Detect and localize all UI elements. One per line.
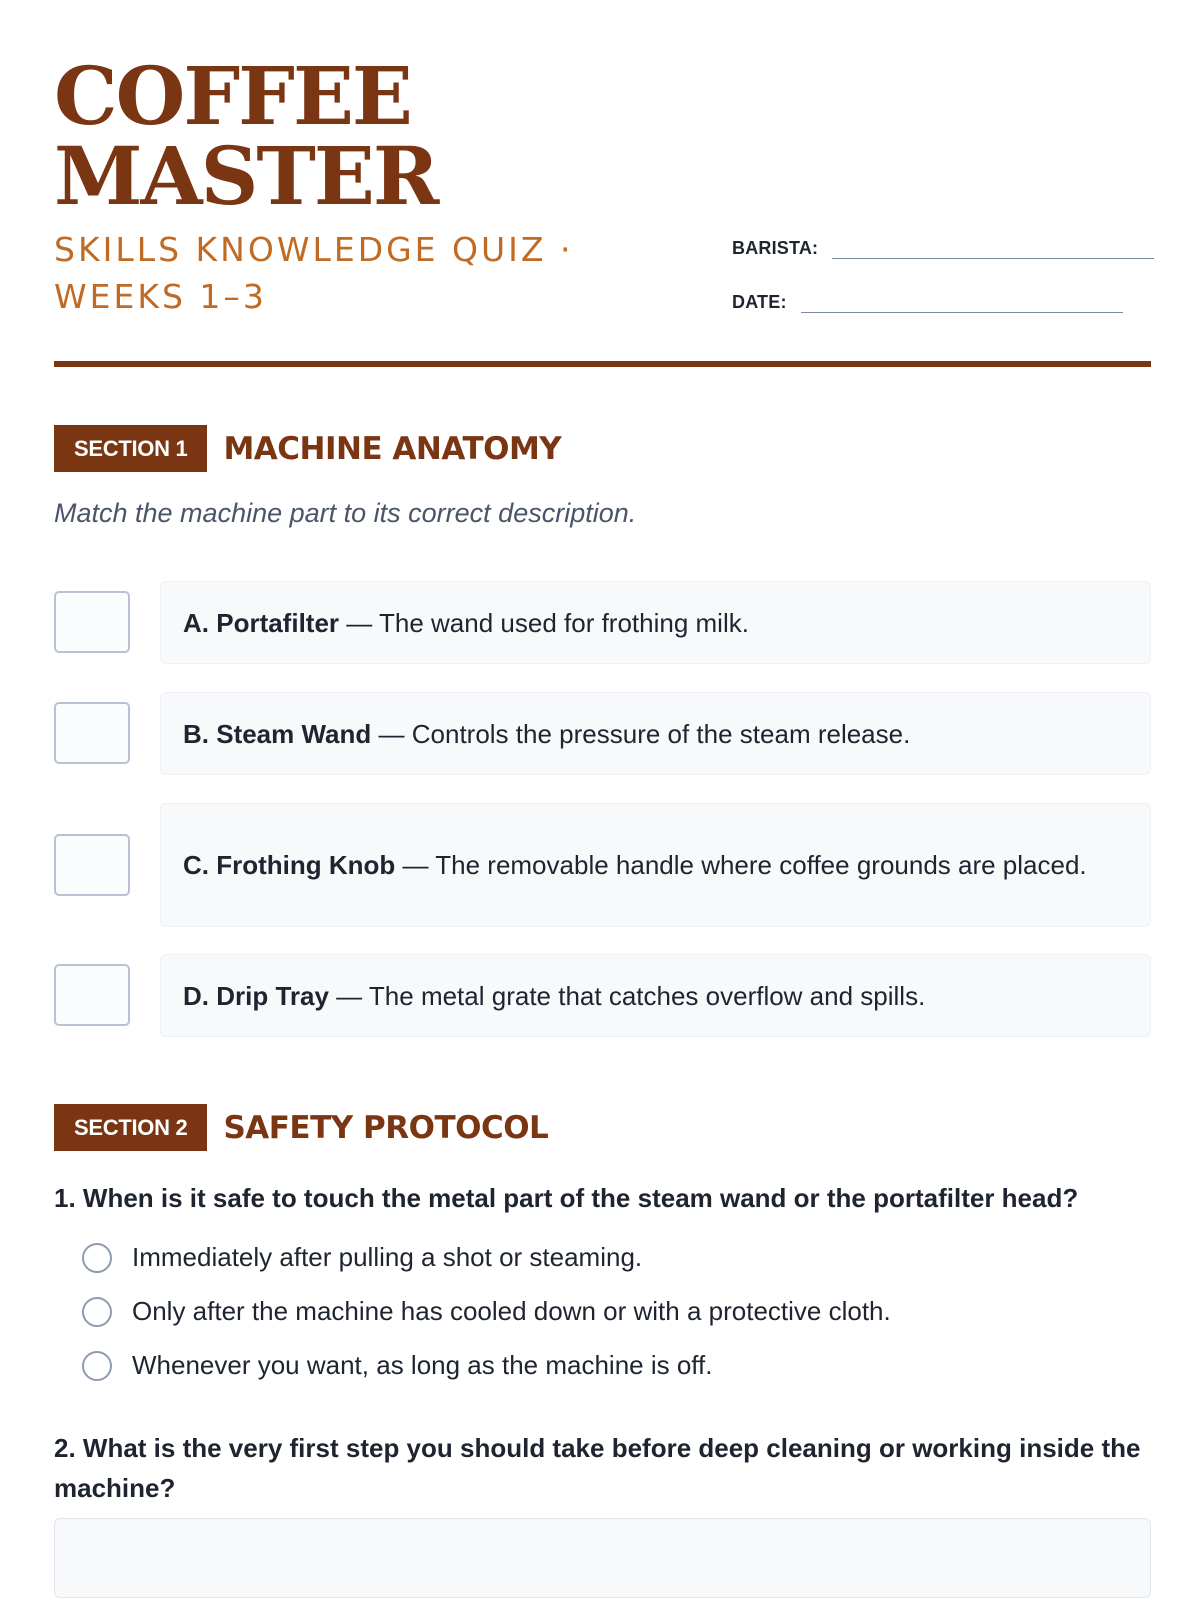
match-term-d: D. Drip Tray bbox=[183, 980, 329, 1011]
date-label: DATE: bbox=[732, 292, 787, 312]
radio-button[interactable] bbox=[82, 1297, 112, 1327]
match-term-a: A. Portafilter bbox=[183, 607, 340, 638]
match-answer-box-b[interactable] bbox=[54, 702, 130, 764]
question-1: 1. When is it safe to touch the metal part of the steam wand or the portafilter head? bbox=[54, 1183, 1079, 1213]
title-line-1: COFFEE bbox=[54, 49, 411, 143]
match-item-b bbox=[160, 692, 1151, 775]
option-label: Whenever you want, as long as the machine is off. bbox=[132, 1350, 713, 1380]
match-desc-b: — Controls the pressure of the steam release. bbox=[371, 718, 911, 749]
match-term-c: C. Frothing Knob bbox=[183, 850, 396, 880]
date-field bbox=[732, 286, 1123, 313]
question-1-option-2[interactable] bbox=[82, 1296, 891, 1327]
match-term-b: B. Steam Wand bbox=[183, 718, 372, 749]
match-desc-a: — The wand used for frothing milk. bbox=[339, 607, 749, 638]
title-line-2: MASTER bbox=[54, 129, 438, 223]
barista-input-line[interactable] bbox=[832, 232, 1154, 259]
match-answer-box-a[interactable] bbox=[54, 591, 130, 653]
header-divider bbox=[54, 361, 1151, 367]
match-item-a bbox=[160, 581, 1151, 664]
barista-label: BARISTA: bbox=[732, 238, 819, 258]
option-label: Only after the machine has cooled down or with a protective cloth. bbox=[132, 1296, 891, 1326]
page-subtitle: SKILLS KNOWLEDGE QUIZ · WEEKS 1–3 bbox=[54, 230, 574, 316]
barista-field bbox=[732, 232, 1154, 259]
question-1-option-1[interactable] bbox=[82, 1242, 642, 1273]
question-1-option-3[interactable] bbox=[82, 1350, 713, 1381]
option-label: Immediately after pulling a shot or steaming. bbox=[132, 1242, 643, 1272]
page-title bbox=[54, 49, 438, 223]
radio-button[interactable] bbox=[82, 1243, 112, 1273]
date-input-line[interactable] bbox=[801, 286, 1123, 313]
match-desc-c: — The removable handle where coffee grounds are placed. bbox=[395, 850, 1087, 880]
question-2-answer-field[interactable] bbox=[54, 1518, 1151, 1598]
section-2-tag: SECTION 2 bbox=[54, 1104, 207, 1151]
match-answer-box-c[interactable] bbox=[54, 834, 130, 896]
section-1-header bbox=[54, 425, 561, 472]
match-item-c bbox=[160, 803, 1151, 927]
match-answer-box-d[interactable] bbox=[54, 964, 130, 1026]
section-1-tag: SECTION 1 bbox=[54, 425, 207, 472]
section-2-title: SAFETY PROTOCOL bbox=[223, 1109, 549, 1146]
match-item-d bbox=[160, 954, 1151, 1037]
radio-button[interactable] bbox=[82, 1351, 112, 1381]
section-2-header bbox=[54, 1104, 548, 1151]
section-1-title: MACHINE ANATOMY bbox=[223, 430, 562, 467]
section-1-instruction: Match the machine part to its correct description. bbox=[54, 498, 637, 528]
match-desc-d: — The metal grate that catches overflow and spills. bbox=[328, 980, 926, 1011]
question-2: 2. What is the very first step you should take before deep cleaning or working inside the machine? bbox=[54, 1433, 1141, 1503]
